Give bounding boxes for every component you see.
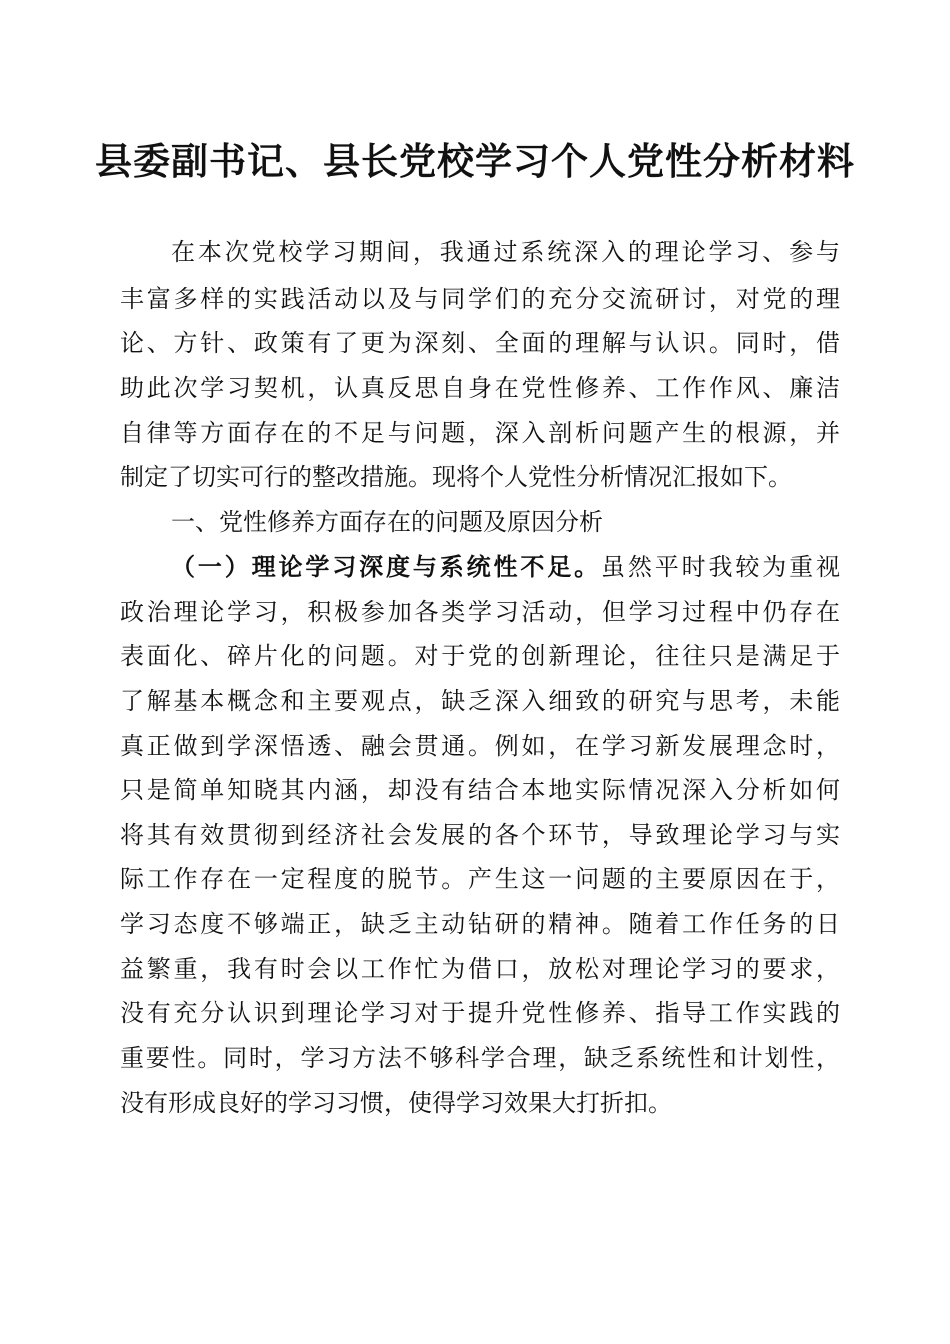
- subsection-heading: （一）理论学习深度与系统性不足。: [171, 552, 601, 581]
- intro-line: 丰富多样的实践活动以及与同学们的充分交流研讨，对党的理: [120, 285, 840, 313]
- subsection-first-line: [171, 545, 840, 589]
- body-line: 际工作存在一定程度的脱节。产生这一问题的主要原因在于，: [120, 865, 840, 893]
- body-line: 重要性。同时，学习方法不够科学合理，缺乏系统性和计划性，: [120, 1044, 840, 1072]
- intro-line: 论、方针、政策有了更为深刻、全面的理解与认识。同时，借: [120, 329, 840, 357]
- body-line: 将其有效贯彻到经济社会发展的各个环节，导致理论学习与实: [120, 821, 840, 849]
- intro-line: 助此次学习契机，认真反思自身在党性修养、工作作风、廉洁: [120, 374, 840, 402]
- body-line: 表面化、碎片化的问题。对于党的创新理论，往往只是满足于: [120, 642, 840, 670]
- body-line: 了解基本概念和主要观点，缺乏深入细致的研究与思考，未能: [120, 687, 840, 715]
- document-title: 县委副书记、县长党校学习个人党性分析材料: [95, 139, 855, 183]
- intro-line: 自律等方面存在的不足与问题，深入剖析问题产生的根源，并: [120, 419, 840, 447]
- body-line: 政治理论学习，积极参加各类学习活动，但学习过程中仍存在: [120, 598, 840, 626]
- subsection-text: 虽然平时我较为重视: [601, 553, 840, 581]
- intro-line: 制定了切实可行的整改措施。现将个人党性分析情况汇报如下。: [120, 463, 792, 491]
- section-heading: 一、党性修养方面存在的问题及原因分析: [171, 508, 603, 536]
- body-line: 没有充分认识到理论学习对于提升党性修养、指导工作实践的: [120, 999, 840, 1027]
- body-line: 学习态度不够端正，缺乏主动钻研的精神。随着工作任务的日: [120, 910, 840, 938]
- body-line: 真正做到学深悟透、融会贯通。例如，在学习新发展理念时，: [120, 732, 840, 760]
- intro-line: 在本次党校学习期间，我通过系统深入的理论学习、参与: [171, 238, 840, 266]
- body-line: 益繁重，我有时会以工作忙为借口，放松对理论学习的要求，: [120, 955, 840, 983]
- body-line: 没有形成良好的学习习惯，使得学习效果大打折扣。: [120, 1089, 672, 1117]
- body-line: 只是简单知晓其内涵，却没有结合本地实际情况深入分析如何: [120, 776, 840, 804]
